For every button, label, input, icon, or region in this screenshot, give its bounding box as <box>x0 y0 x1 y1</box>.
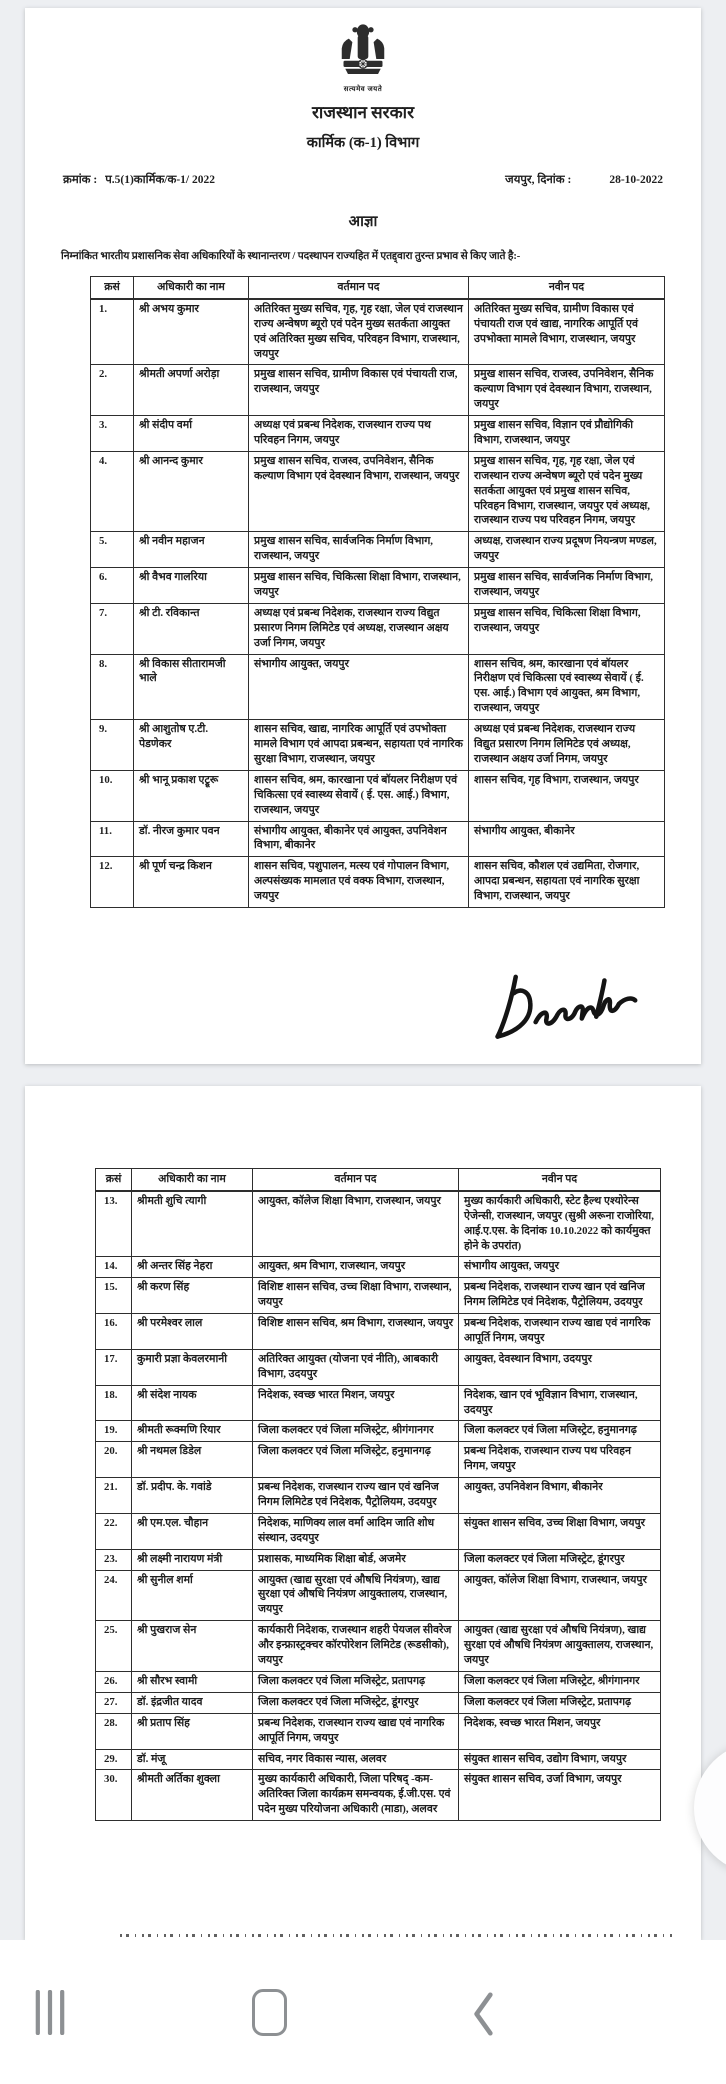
officer-name: श्री प्रताप सिंह <box>132 1713 253 1749</box>
officer-row <box>91 532 665 568</box>
row-number: 8. <box>91 654 134 720</box>
header-current-post: वर्तमान पद <box>253 1169 459 1191</box>
officer-row <box>96 1770 661 1821</box>
officer-name: कुमारी प्रज्ञा केवलरमानी <box>132 1349 253 1385</box>
new-post: प्रबन्ध निदेशक, राजस्थान राज्य खाद्य एवं नागरिक आपूर्ति निगम, जयपुर <box>459 1314 661 1350</box>
officer-name: श्री पूर्ण चन्द्र किशन <box>134 857 249 908</box>
officer-row <box>91 568 665 604</box>
officer-name: श्री पुखराज सेन <box>132 1621 253 1672</box>
row-number: 6. <box>91 568 134 604</box>
transfer-table-page-2 <box>95 1168 661 1821</box>
row-number: 10. <box>91 770 134 821</box>
current-post: आयुक्त, श्रम विभाग, राजस्थान, जयपुर <box>253 1257 459 1278</box>
current-post: अतिरिक्त मुख्य सचिव, गृह, गृह रक्षा, जेल एवं राजस्थान राज्य अन्वेषण ब्यूरो एवं पदेन मुख्य सतर्कता आयुक्त एवं अतिरिक्त मुख्य सचिव, परिवहन विभाग, राजस्थान, जयपुर <box>249 299 469 365</box>
officer-row <box>96 1191 661 1257</box>
current-post: प्रबन्ध निदेशक, राजस्थान राज्य खाद्य एवं नागरिक आपूर्ति निगम, जयपुर <box>253 1713 459 1749</box>
new-post: प्रमुख शासन सचिव, गृह, गृह रक्षा, जेल एवं राजस्थान राज्य अन्वेषण ब्यूरो एवं पदेन मुख्य सतर्कता आयुक्त एवं प्रमुख शासन सचिव, परिवहन विभाग, राजस्थान, जयपुर एवं अध्यक्ष, राजस्थान राज्य पथ परिवहन निगम, जयपुर <box>469 451 665 531</box>
current-post: जिला कलक्टर एवं जिला मजिस्ट्रेट, डूंगरपुर <box>253 1692 459 1713</box>
current-post: आयुक्त (खाद्य सुरक्षा एवं औषधि नियंत्रण), खाद्य सुरक्षा एवं औषधि नियंत्रण आयुक्तालय, राजस्थान, जयपुर <box>253 1570 459 1621</box>
officer-row <box>96 1385 661 1421</box>
current-post: सचिव, नगर विकास न्यास, अलवर <box>253 1749 459 1770</box>
officer-row <box>96 1257 661 1278</box>
current-post: शासन सचिव, पशुपालन, मत्स्य एवं गोपालन विभाग, अल्पसंख्यक मामलात एवं वक्फ विभाग, राजस्थान, जयपुर <box>249 857 469 908</box>
officer-row <box>96 1278 661 1314</box>
officer-name: डॉ. नीरज कुमार पवन <box>134 821 249 857</box>
row-number: 27. <box>96 1692 132 1713</box>
current-post: प्रमुख शासन सचिव, सार्वजनिक निर्माण विभाग, राजस्थान, जयपुर <box>249 532 469 568</box>
row-number: 12. <box>91 857 134 908</box>
reference-label: क्रमांक : <box>63 174 98 186</box>
current-post: प्रशासक, माध्यमिक शिक्षा बोर्ड, अजमेर <box>253 1549 459 1570</box>
header-officer-name: अधिकारी का नाम <box>134 277 249 299</box>
row-number: 13. <box>96 1191 132 1257</box>
officer-row <box>96 1349 661 1385</box>
officer-row <box>91 365 665 416</box>
officer-name: श्री विकास सीतारामजी भाले <box>134 654 249 720</box>
current-post: निदेशक, स्वच्छ भारत मिशन, जयपुर <box>253 1385 459 1421</box>
new-post: जिला कलक्टर एवं जिला मजिस्ट्रेट, प्रतापगढ़ <box>459 1692 661 1713</box>
new-post: प्रबन्ध निदेशक, राजस्थान राज्य खान एवं खनिज निगम लिमिटेड एवं निदेशक, पैट्रोलियम, उदयपुर <box>459 1278 661 1314</box>
new-post: संयुक्त शासन सचिव, उद्योग विभाग, जयपुर <box>459 1749 661 1770</box>
new-post: प्रमुख शासन सचिव, चिकित्सा शिक्षा विभाग, राजस्थान, जयपुर <box>469 603 665 654</box>
officer-row <box>91 821 665 857</box>
new-post: मुख्य कार्यकारी अधिकारी, स्टेट हैल्थ एश्योरेन्स ऐजेन्सी, राजस्थान, जयपुर (सुश्री अरूना राजोरिया, आई.ए.एस. के दिनांक 10.10.2022 को कार्यमुक्त होने के उपरांत) <box>459 1191 661 1257</box>
row-number: 1. <box>91 299 134 365</box>
current-post: जिला कलक्टर एवं जिला मजिस्ट्रेट, श्रीगंगानगर <box>253 1421 459 1442</box>
current-post: शासन सचिव, श्रम, कारखाना एवं बॉयलर निरीक्षण एवं चिकित्सा एवं स्वास्थ्य सेवायें ( ई. एस. आई.) विभाग, राजस्थान, जयपुर <box>249 770 469 821</box>
officer-name: श्री वैभव गालरिया <box>134 568 249 604</box>
document-page-2 <box>25 1086 701 1940</box>
officer-row <box>96 1314 661 1350</box>
table-header-row <box>91 277 665 299</box>
new-post: शासन सचिव, कौशल एवं उद्यमिता, रोजगार, आपदा प्रबन्धन, सहायता एवं नागरिक सुरक्षा विभाग, राजस्थान, जयपुर <box>469 857 665 908</box>
officer-row <box>96 1421 661 1442</box>
officer-name: श्रीमती रूक्मणि रियार <box>132 1421 253 1442</box>
officer-name: श्री अभय कुमार <box>134 299 249 365</box>
row-number: 15. <box>96 1278 132 1314</box>
officer-name: श्री आनन्द कुमार <box>134 451 249 531</box>
officer-name: श्री भानू प्रकाश एट्रूरू <box>134 770 249 821</box>
officer-row <box>96 1749 661 1770</box>
transfer-table-page-1 <box>90 276 665 908</box>
officer-name: श्रीमती शुचि त्यागी <box>132 1191 253 1257</box>
officer-name: श्री अन्तर सिंह नेहरा <box>132 1257 253 1278</box>
current-post: आयुक्त, कॉलेज शिक्षा विभाग, राजस्थान, जयपुर <box>253 1191 459 1257</box>
officer-row <box>96 1621 661 1672</box>
new-post: संभागीय आयुक्त, जयपुर <box>459 1257 661 1278</box>
officer-name: श्री नवीन महाजन <box>134 532 249 568</box>
officer-name: श्रीमती अपर्णा अरोड़ा <box>134 365 249 416</box>
new-post: संयुक्त शासन सचिव, उच्च शिक्षा विभाग, जयपुर <box>459 1513 661 1549</box>
order-date: 28-10-2022 <box>609 174 663 186</box>
officer-name: डॉ. इंद्रजीत यादव <box>132 1692 253 1713</box>
row-number: 4. <box>91 451 134 531</box>
row-number: 18. <box>96 1385 132 1421</box>
header-officer-name: अधिकारी का नाम <box>132 1169 253 1191</box>
officer-name: श्री आशुतोष ए.टी. पेडणेकर <box>134 720 249 771</box>
officer-row <box>96 1549 661 1570</box>
current-post: मुख्य कार्यकारी अधिकारी, जिला परिषद् -कम- अतिरिक्त जिला कार्यक्रम समन्वयक, ई.जी.एस. एवं पदेन मुख्य परियोजना अधिकारी (माडा), अलवर <box>253 1770 459 1821</box>
department-title: कार्मिक (क-1) विभाग <box>306 135 420 151</box>
document-page-1 <box>25 8 701 1064</box>
current-post: शासन सचिव, खाद्य, नागरिक आपूर्ति एवं उपभोक्ता मामले विभाग एवं आपदा प्रबन्धन, सहायता एवं नागरिक सुरक्षा विभाग, राजस्थान, जयपुर <box>249 720 469 771</box>
header-sno: क्रसं <box>96 1169 132 1191</box>
officer-row <box>96 1671 661 1692</box>
new-post: अध्यक्ष, राजस्थान राज्य प्रदूषण नियन्त्रण मण्डल, जयपुर <box>469 532 665 568</box>
row-number: 5. <box>91 532 134 568</box>
row-number: 3. <box>91 416 134 452</box>
new-post: शासन सचिव, गृह विभाग, राजस्थान, जयपुर <box>469 770 665 821</box>
row-number: 29. <box>96 1749 132 1770</box>
officer-row <box>91 416 665 452</box>
government-title: राजस्थान सरकार <box>311 103 415 122</box>
new-post: प्रमुख शासन सचिव, राजस्व, उपनिवेशन, सैनिक कल्याण विभाग एवं देवस्थान विभाग, राजस्थान, जयपुर <box>469 365 665 416</box>
new-post: प्रबन्ध निदेशक, राजस्थान राज्य पथ परिवहन निगम, जयपुर <box>459 1442 661 1478</box>
row-number: 11. <box>91 821 134 857</box>
row-number: 25. <box>96 1621 132 1672</box>
clipped-text-line <box>120 1934 672 1937</box>
officer-name: श्री करण सिंह <box>132 1278 253 1314</box>
new-post: आयुक्त, कॉलेज शिक्षा विभाग, राजस्थान, जयपुर <box>459 1570 661 1621</box>
new-post: अध्यक्ष एवं प्रबन्ध निदेशक, राजस्थान राज्य विद्युत प्रसारण निगम लिमिटेड एवं अध्यक्ष, राजस्थान अक्षय उर्जा निगम, जयपुर <box>469 720 665 771</box>
new-post: जिला कलक्टर एवं जिला मजिस्ट्रेट, डूंगरपुर <box>459 1549 661 1570</box>
officer-row <box>91 720 665 771</box>
officer-name: डॉ. प्रदीप. के. गवांडे <box>132 1478 253 1514</box>
officer-row <box>96 1513 661 1549</box>
new-post: शासन सचिव, श्रम, कारखाना एवं बॉयलर निरीक्षण एवं चिकित्सा एवं स्वास्थ्य सेवायें ( ई. एस. आई.) विभाग एवं आयुक्त, श्रम विभाग, राजस्थान, जयपुर <box>469 654 665 720</box>
row-number: 14. <box>96 1257 132 1278</box>
home-icon[interactable] <box>252 1989 287 2036</box>
officer-row <box>91 299 665 365</box>
officer-row <box>91 451 665 531</box>
row-number: 23. <box>96 1549 132 1570</box>
officer-row <box>96 1442 661 1478</box>
current-post: जिला कलक्टर एवं जिला मजिस्ट्रेट, प्रतापगढ़ <box>253 1671 459 1692</box>
officer-row <box>91 603 665 654</box>
row-number: 2. <box>91 365 134 416</box>
officer-row <box>91 770 665 821</box>
new-post: जिला कलक्टर एवं जिला मजिस्ट्रेट, हनुमानगढ़ <box>459 1421 661 1442</box>
row-number: 19. <box>96 1421 132 1442</box>
officer-name: श्री सुनील शर्मा <box>132 1570 253 1621</box>
officer-name: श्री परमेश्वर लाल <box>132 1314 253 1350</box>
officer-row <box>96 1713 661 1749</box>
officer-row <box>96 1478 661 1514</box>
new-post: अतिरिक्त मुख्य सचिव, ग्रामीण विकास एवं पंचायती राज एवं खाद्य, नागरिक आपूर्ति एवं उपभोक्ता मामले विभाग, राजस्थान, जयपुर <box>469 299 665 365</box>
new-post: निदेशक, खान एवं भूविज्ञान विभाग, राजस्थान, उदयपुर <box>459 1385 661 1421</box>
android-navigation-bar <box>0 1940 726 2084</box>
row-number: 20. <box>96 1442 132 1478</box>
header-current-post: वर्तमान पद <box>249 277 469 299</box>
row-number: 16. <box>96 1314 132 1350</box>
row-number: 7. <box>91 603 134 654</box>
officer-name: श्रीमती अर्तिका शुक्ला <box>132 1770 253 1821</box>
officer-row <box>91 654 665 720</box>
officer-name: श्री टी. रविकान्त <box>134 603 249 654</box>
row-number: 21. <box>96 1478 132 1514</box>
recents-icon[interactable] <box>34 1990 66 2040</box>
reference-number <box>63 172 215 187</box>
new-post: जिला कलक्टर एवं जिला मजिस्ट्रेट, श्रीगंगानगर <box>459 1671 661 1692</box>
new-post: आयुक्त (खाद्य सुरक्षा एवं औषधि नियंत्रण), खाद्य सुरक्षा एवं औषधि नियंत्रण आयुक्तालय, राजस्थान, जयपुर <box>459 1621 661 1672</box>
officer-name: श्री लक्ष्मी नारायण मंत्री <box>132 1549 253 1570</box>
row-number: 22. <box>96 1513 132 1549</box>
current-post: प्रमुख शासन सचिव, चिकित्सा शिक्षा विभाग, राजस्थान, जयपुर <box>249 568 469 604</box>
current-post: प्रमुख शासन सचिव, ग्रामीण विकास एवं पंचायती राज, राजस्थान, जयपुर <box>249 365 469 416</box>
new-post: प्रमुख शासन सचिव, विज्ञान एवं प्रौद्योगिकी विभाग, राजस्थान, जयपुर <box>469 416 665 452</box>
current-post: प्रमुख शासन सचिव, राजस्व, उपनिवेशन, सैनिक कल्याण विभाग एवं देवस्थान विभाग, राजस्थान, जयपुर <box>249 451 469 531</box>
header-sno: क्रसं <box>91 277 134 299</box>
row-number: 26. <box>96 1671 132 1692</box>
current-post: अध्यक्ष एवं प्रबन्ध निदेशक, राजस्थान राज्य पथ परिवहन निगम, जयपुर <box>249 416 469 452</box>
place-and-date <box>505 172 663 187</box>
current-post: संभागीय आयुक्त, बीकानेर एवं आयुक्त, उपनिवेशन विभाग, बीकानेर <box>249 821 469 857</box>
current-post: विशिष्ट शासन सचिव, श्रम विभाग, राजस्थान, जयपुर <box>253 1314 459 1350</box>
header-new-post: नवीन पद <box>469 277 665 299</box>
officer-name: श्री एम.एल. चौहान <box>132 1513 253 1549</box>
new-post: प्रमुख शासन सचिव, सार्वजनिक निर्माण विभाग, राजस्थान, जयपुर <box>469 568 665 604</box>
officer-row <box>96 1570 661 1621</box>
current-post: विशिष्ट शासन सचिव, उच्च शिक्षा विभाग, राजस्थान, जयपुर <box>253 1278 459 1314</box>
officer-name: श्री सौरभ स्वामी <box>132 1671 253 1692</box>
table-header-row <box>96 1169 661 1191</box>
officer-row <box>96 1692 661 1713</box>
place-date-label: जयपुर, दिनांक : <box>505 174 572 186</box>
current-post: संभागीय आयुक्त, जयपुर <box>249 654 469 720</box>
row-number: 28. <box>96 1713 132 1749</box>
current-post: निदेशक, माणिक्य लाल वर्मा आदिम जाति शोध संस्थान, उदयपुर <box>253 1513 459 1549</box>
officer-name: श्री नथमल डिडेल <box>132 1442 253 1478</box>
new-post: आयुक्त, देवस्थान विभाग, उदयपुर <box>459 1349 661 1385</box>
reference-row <box>63 172 663 187</box>
current-post: कार्यकारी निदेशक, राजस्थान शहरी पेयजल सीवरेज और इन्फ्रास्ट्रक्चर कॉरपोरेशन लिमिटेड (रूडसीको), जयपुर <box>253 1621 459 1672</box>
new-post: आयुक्त, उपनिवेशन विभाग, बीकानेर <box>459 1478 661 1514</box>
row-number: 17. <box>96 1349 132 1385</box>
officer-row <box>91 857 665 908</box>
emblem-motto: सत्यमेव जयते <box>343 85 383 93</box>
row-number: 9. <box>91 720 134 771</box>
officer-name: श्री संदेश नायक <box>132 1385 253 1421</box>
order-title: आज्ञा <box>348 214 378 230</box>
order-intro-text: निम्नांकित भारतीय प्रशासनिक सेवा अधिकारियों के स्थानान्तरण / पदस्थापन राज्यहित में एतद्द्वारा तुरन्त प्रभाव से किए जाते है:- <box>61 251 521 262</box>
national-emblem-icon <box>25 20 701 87</box>
row-number: 24. <box>96 1570 132 1621</box>
new-post: निदेशक, स्वच्छ भारत मिशन, जयपुर <box>459 1713 661 1749</box>
current-post: अतिरिक्त आयुक्त (योजना एवं नीति), आबकारी विभाग, उदयपुर <box>253 1349 459 1385</box>
new-post: संयुक्त शासन सचिव, उर्जा विभाग, जयपुर <box>459 1770 661 1821</box>
current-post: प्रबन्ध निदेशक, राजस्थान राज्य खान एवं खनिज निगम लिमिटेड एवं निदेशक, पैट्रोलियम, उदयपुर <box>253 1478 459 1514</box>
officer-name: डॉ. मंजू <box>132 1749 253 1770</box>
back-icon[interactable] <box>472 1991 494 2042</box>
new-post: संभागीय आयुक्त, बीकानेर <box>469 821 665 857</box>
current-post: अध्यक्ष एवं प्रबन्ध निदेशक, राजस्थान राज्य विद्युत प्रसारण निगम लिमिटेड एवं अध्यक्ष, राजस्थान अक्षय उर्जा निगम, जयपुर <box>249 603 469 654</box>
handwritten-signature <box>488 966 643 1052</box>
header-new-post: नवीन पद <box>459 1169 661 1191</box>
officer-name: श्री संदीप वर्मा <box>134 416 249 452</box>
row-number: 30. <box>96 1770 132 1821</box>
reference-value: प.5(1)कार्मिक/क-1/ 2022 <box>105 174 215 186</box>
current-post: जिला कलक्टर एवं जिला मजिस्ट्रेट, हनुमानगढ़ <box>253 1442 459 1478</box>
